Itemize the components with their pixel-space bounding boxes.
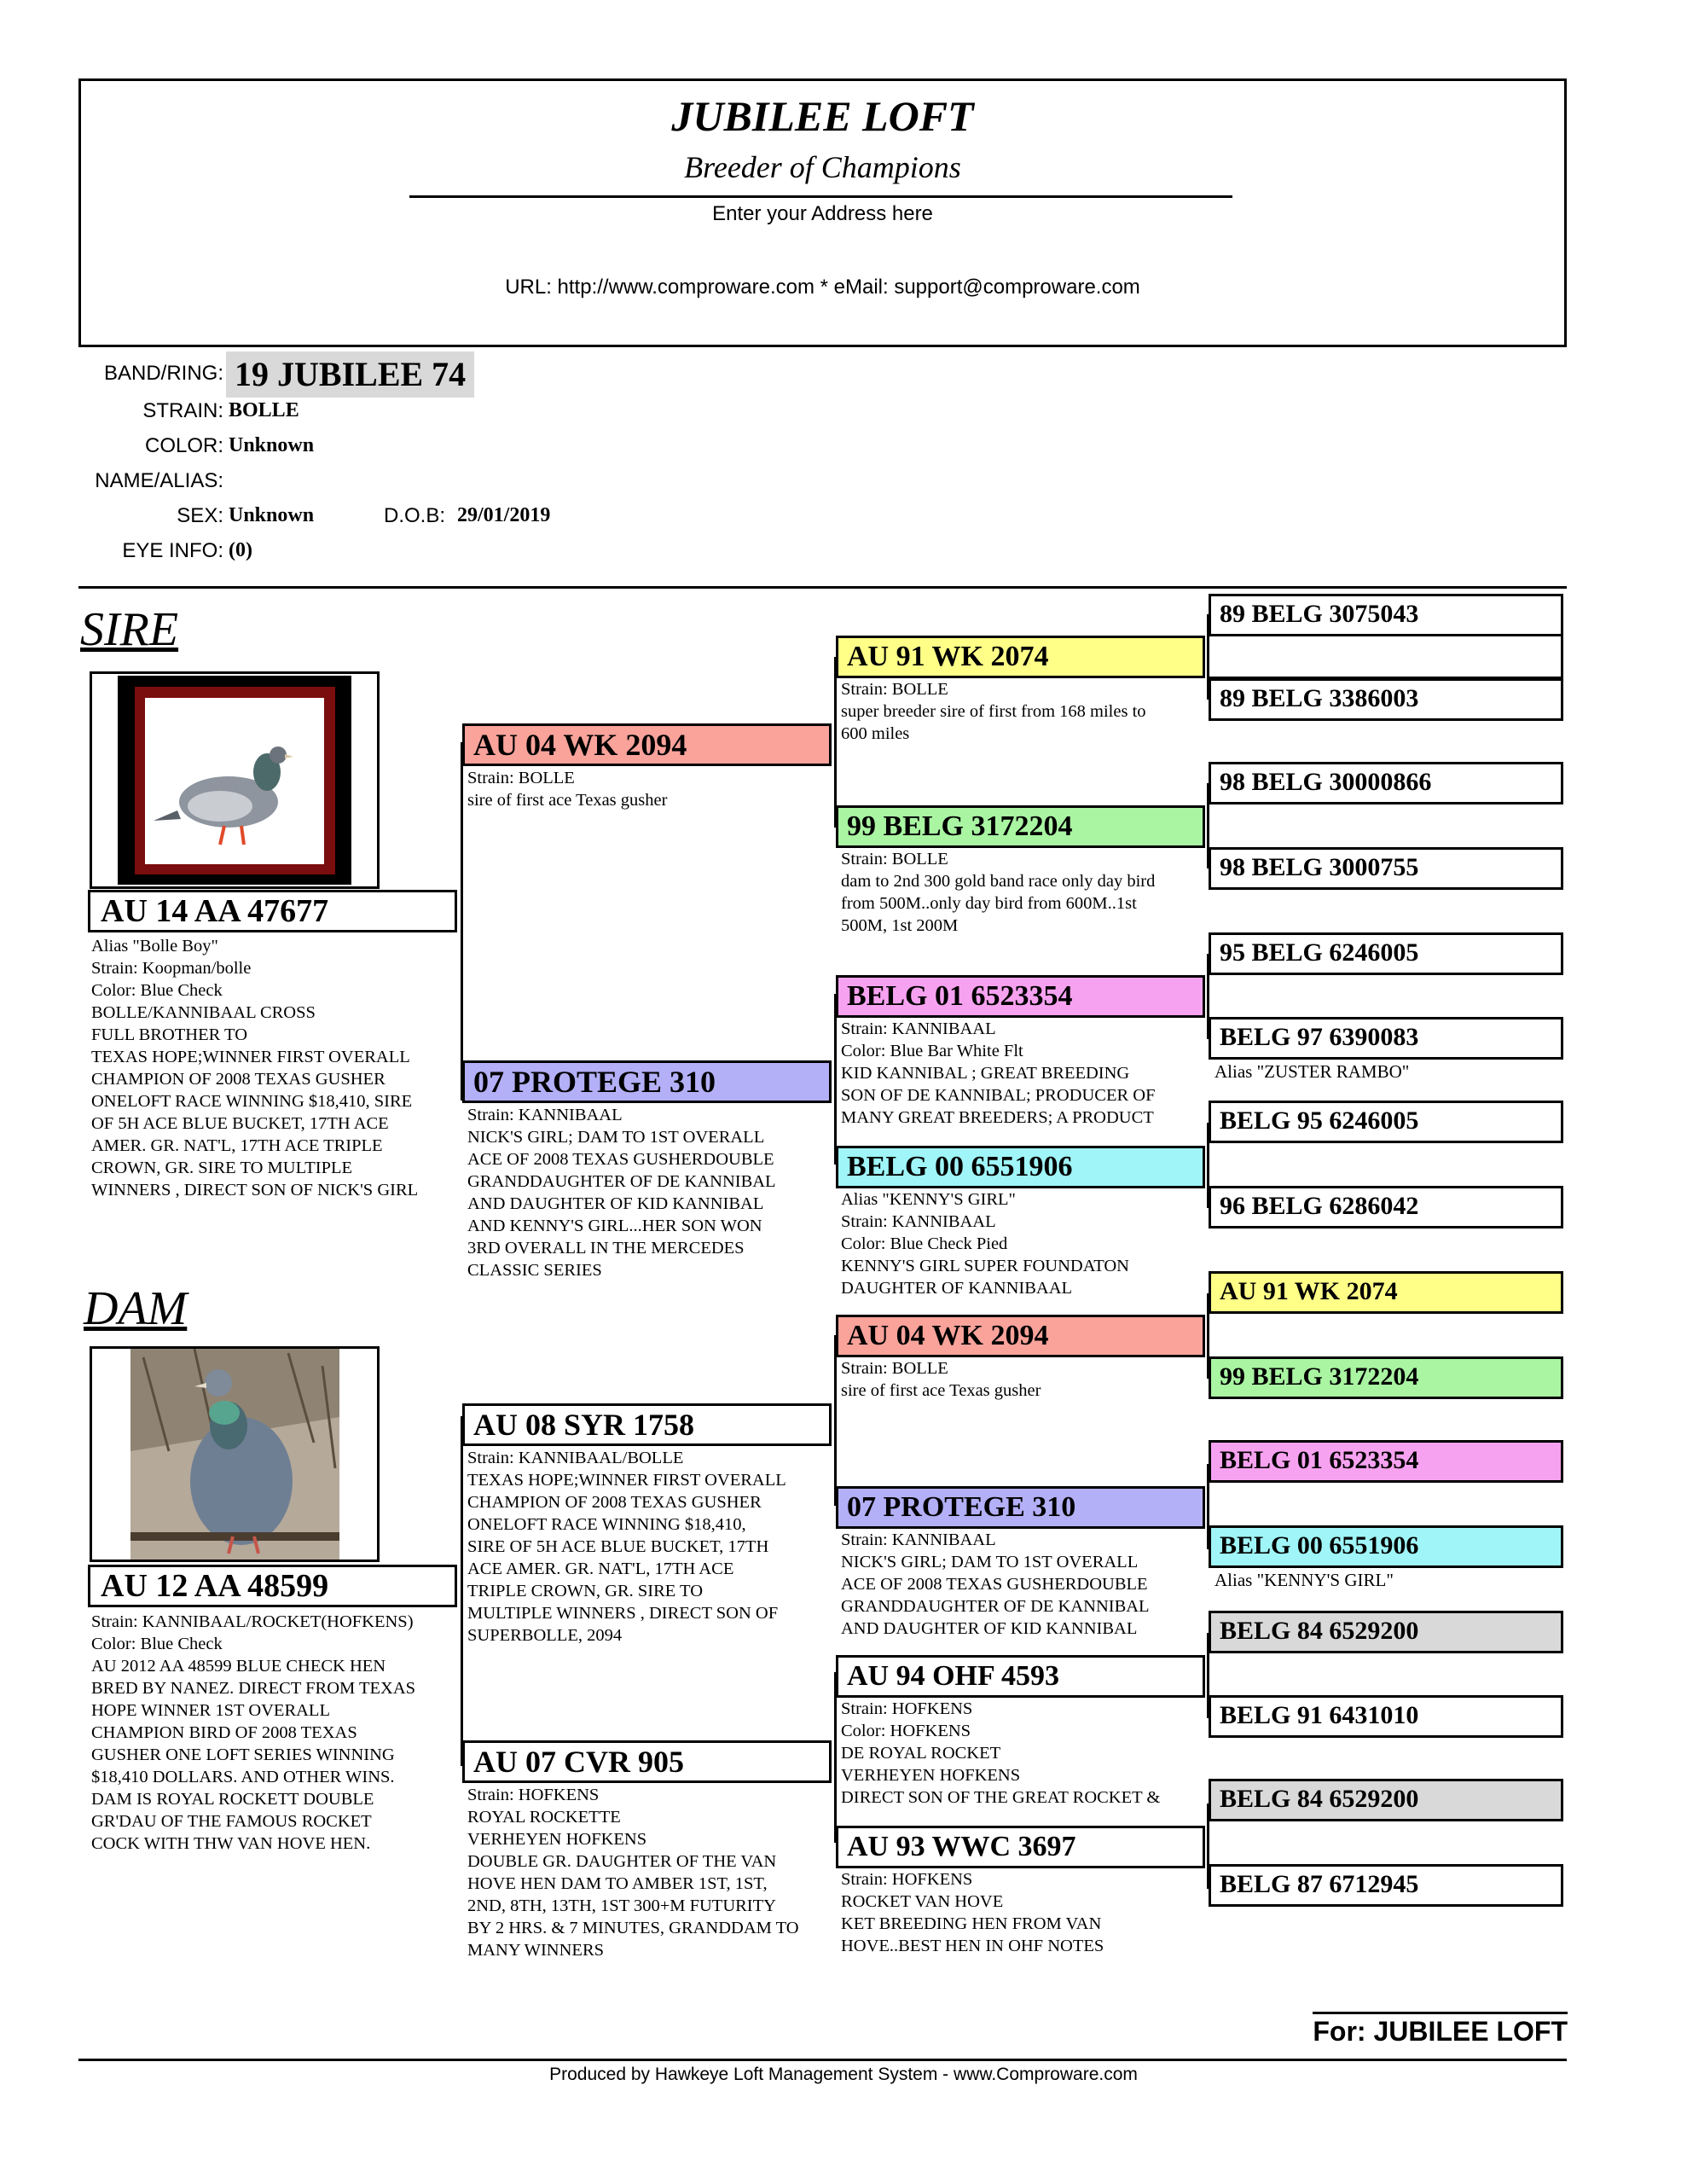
- gen4-8: AU 91 WK 2074: [1209, 1271, 1563, 1314]
- gen3-6-notes: [841, 1698, 1203, 1809]
- name-alias-label: NAME/ALIAS:: [95, 469, 223, 492]
- gen2-dam-dam: AU 07 CVR 905: [462, 1740, 832, 1783]
- note-line: SON OF DE KANNIBAL; PRODUCER OF: [841, 1086, 1156, 1105]
- gen3-6: AU 94 OHF 4593: [836, 1655, 1205, 1698]
- note-line: ACE OF 2008 TEXAS GUSHERDOUBLE: [841, 1575, 1148, 1594]
- dam-notes: [91, 1611, 458, 1855]
- gen2-sire-sire-notes: [467, 767, 834, 811]
- loft-tagline: Breeder of Champions: [684, 150, 961, 184]
- note-line: MANY GREAT BREEDERS; A PRODUCT: [841, 1108, 1154, 1127]
- note-line: ROYAL ROCKETTE: [467, 1808, 621, 1827]
- gen3-0-notes: [841, 678, 1203, 745]
- sire-connector: [461, 742, 463, 1101]
- note-line: DIRECT SON OF THE GREAT ROCKET &: [841, 1788, 1161, 1807]
- note-line: GRANDDAUGHTER OF DE KANNIBAL: [467, 1172, 776, 1191]
- dam-note-line: BRED BY NANEZ. DIRECT FROM TEXAS: [91, 1679, 416, 1698]
- note-line: SUPERBOLLE, 2094: [467, 1626, 623, 1645]
- note-line: BY 2 HRS. & 7 MINUTES, GRANDDAM TO: [467, 1919, 799, 1937]
- header-box: [78, 78, 1567, 347]
- note-line: TRIPLE CROWN, GR. SIRE TO: [467, 1582, 704, 1600]
- note-line: MULTIPLE WINNERS , DIRECT SON OF: [467, 1604, 779, 1623]
- note-line: Strain: KANNIBAAL: [841, 1531, 996, 1549]
- footer-produced-by: Produced by Hawkeye Loft Management System - www.Comproware.com: [549, 2065, 1138, 2084]
- sire-note-line: ONELOFT RACE WINNING $18,410, SIRE: [91, 1092, 413, 1111]
- gen3-3: BELG 00 6551906: [836, 1146, 1205, 1188]
- gen3-1-notes: [841, 848, 1203, 937]
- note-line: Strain: KANNIBAAL: [467, 1106, 623, 1124]
- gen4-2: 98 BELG 30000866: [1209, 762, 1563, 804]
- dam-band-box: AU 12 AA 48599: [88, 1565, 457, 1607]
- loft-name: JUBILEE LOFT: [671, 92, 974, 140]
- gen3-7: AU 93 WWC 3697: [836, 1826, 1205, 1868]
- sire-notes: [91, 935, 458, 1201]
- note-line: Strain: HOFKENS: [841, 1699, 973, 1718]
- note-line: DE ROYAL ROCKET: [841, 1744, 1001, 1763]
- note-line: CLASSIC SERIES: [467, 1261, 602, 1280]
- dam-connector: [461, 1416, 463, 1766]
- note-line: KET BREEDING HEN FROM VAN: [841, 1914, 1102, 1933]
- gen4-1: 89 BELG 3386003: [1209, 678, 1563, 721]
- note-line: DOUBLE GR. DAUGHTER OF THE VAN: [467, 1852, 777, 1871]
- gen4-11: BELG 00 6551906: [1209, 1525, 1563, 1568]
- sire-note-line: TEXAS HOPE;WINNER FIRST OVERALL: [91, 1048, 410, 1066]
- color-label: COLOR:: [144, 434, 223, 457]
- note-line: 3RD OVERALL IN THE MERCEDES: [467, 1239, 745, 1258]
- note-line: HOVE HEN DAM TO AMBER 1ST, 1ST,: [467, 1874, 768, 1893]
- gen4-5-alias: Alias "ZUSTER RAMBO": [1215, 1061, 1410, 1082]
- sire-note-line: FULL BROTHER TO: [91, 1025, 247, 1044]
- sire-photo-frame: [90, 671, 380, 889]
- footer-divider: [78, 2059, 1567, 2061]
- gen4-0: 89 BELG 3075043: [1209, 594, 1563, 636]
- note-line: NICK'S GIRL; DAM TO 1ST OVERALL: [841, 1553, 1139, 1571]
- gen2-dam-sire-notes: [467, 1447, 834, 1647]
- gen3-5-notes: [841, 1529, 1203, 1640]
- gen3-1: 99 BELG 3172204: [836, 805, 1205, 848]
- note-line: 600 miles: [841, 724, 910, 743]
- gen2-sire-sire: AU 04 WK 2094: [462, 723, 832, 766]
- dam-note-line: HOPE WINNER 1ST OVERALL: [91, 1701, 330, 1720]
- note-line: 2ND, 8TH, 13TH, 1ST 300+M FUTURITY: [467, 1896, 776, 1915]
- gen3-0: AU 91 WK 2074: [836, 636, 1205, 678]
- band-label: BAND/RING:: [103, 362, 223, 385]
- note-line: Color: HOFKENS: [841, 1722, 971, 1740]
- dam-note-line: DAM IS ROYAL ROCKETT DOUBLE: [91, 1790, 374, 1809]
- note-line: Color: Blue Bar White Flt: [841, 1042, 1023, 1060]
- note-line: ONELOFT RACE WINNING $18,410,: [467, 1515, 746, 1534]
- note-line: DAUGHTER OF KANNIBAAL: [841, 1279, 1073, 1298]
- sex-label: SEX:: [177, 504, 223, 527]
- gen4-6: BELG 95 6246005: [1209, 1101, 1563, 1143]
- dam-note-line: $18,410 DOLLARS. AND OTHER WINS.: [91, 1768, 395, 1786]
- loft-contact: URL: http://www.comproware.com * eMail: support@comproware.com: [505, 276, 1140, 299]
- gen4-13: BELG 91 6431010: [1209, 1695, 1563, 1738]
- gen4-11-alias: Alias "KENNY'S GIRL": [1215, 1570, 1394, 1590]
- gen2-sire-dam: 07 PROTEGE 310: [462, 1060, 832, 1103]
- gen4-5: BELG 97 6390083: [1209, 1017, 1563, 1060]
- note-line: HOVE..BEST HEN IN OHF NOTES: [841, 1937, 1104, 1955]
- dam-note-line: AU 2012 AA 48599 BLUE CHECK HEN: [91, 1657, 386, 1676]
- gen3-4: AU 04 WK 2094: [836, 1315, 1205, 1357]
- note-line: NICK'S GIRL; DAM TO 1ST OVERALL: [467, 1128, 765, 1147]
- color-value: Unknown: [229, 434, 315, 456]
- strain-value: BOLLE: [229, 399, 299, 421]
- sire-note-line: Alias "Bolle Boy": [91, 937, 218, 956]
- connector: [834, 657, 837, 828]
- gen4-9: 99 BELG 3172204: [1209, 1356, 1563, 1399]
- note-line: GRANDDAUGHTER OF DE KANNIBAL: [841, 1597, 1150, 1616]
- note-line: Strain: BOLLE: [841, 850, 948, 868]
- note-line: Strain: KANNIBAAL: [841, 1019, 996, 1038]
- gen3-2-notes: [841, 1018, 1203, 1129]
- gen4-0-cell: [1209, 636, 1563, 679]
- sire-note-line: BOLLE/KANNIBAAL CROSS: [91, 1003, 316, 1022]
- note-line: SIRE OF 5H ACE BLUE BUCKET, 17TH: [467, 1537, 769, 1556]
- dob-label: D.O.B:: [384, 504, 446, 527]
- dam-photo: [92, 1349, 377, 1560]
- gen4-10: BELG 01 6523354: [1209, 1440, 1563, 1483]
- main-divider: [78, 586, 1567, 589]
- dam-note-line: CHAMPION BIRD OF 2008 TEXAS: [91, 1723, 357, 1742]
- dam-note-line: GUSHER ONE LOFT SERIES WINNING: [91, 1745, 395, 1764]
- sire-note-line: CROWN, GR. SIRE TO MULTIPLE: [91, 1159, 353, 1177]
- eye-info-value: (0): [229, 539, 252, 561]
- sire-band-box: AU 14 AA 47677: [88, 890, 457, 932]
- note-line: KENNY'S GIRL SUPER FOUNDATON: [841, 1257, 1129, 1275]
- gen3-5: 07 PROTEGE 310: [836, 1486, 1205, 1529]
- note-line: ACE AMER. GR. NAT'L, 17TH ACE: [467, 1560, 734, 1578]
- note-line: AND DAUGHTER OF KID KANNIBAL: [841, 1619, 1138, 1638]
- note-line: VERHEYEN HOFKENS: [841, 1766, 1021, 1785]
- dam-note-line: Color: Blue Check: [91, 1635, 223, 1653]
- note-line: Alias "KENNY'S GIRL": [841, 1190, 1016, 1209]
- sire-note-line: Strain: Koopman/bolle: [91, 959, 252, 978]
- gen4-12: BELG 84 6529200: [1209, 1611, 1563, 1653]
- gen2-dam-dam-notes: [467, 1784, 834, 1961]
- gen3-7-notes: [841, 1868, 1203, 1957]
- connector: [834, 1335, 837, 1506]
- band-value: 19 JUBILEE 74: [226, 351, 474, 398]
- note-line: TEXAS HOPE;WINNER FIRST OVERALL: [467, 1471, 786, 1490]
- sire-note-line: OF 5H ACE BLUE BUCKET, 17TH ACE: [91, 1114, 389, 1133]
- sire-note-line: AMER. GR. NAT'L, 17TH ACE TRIPLE: [91, 1136, 383, 1155]
- note-line: MANY WINNERS: [467, 1941, 605, 1960]
- note-line: Strain: HOFKENS: [467, 1786, 600, 1804]
- loft-address: Enter your Address here: [712, 202, 933, 225]
- sire-note-line: WINNERS , DIRECT SON OF NICK'S GIRL: [91, 1181, 419, 1199]
- note-line: Strain: HOFKENS: [841, 1870, 973, 1889]
- note-line: Strain: BOLLE: [841, 1359, 948, 1378]
- gen4-14: BELG 84 6529200: [1209, 1779, 1563, 1821]
- note-line: sire of first ace Texas gusher: [467, 791, 668, 810]
- gen4-15: BELG 87 6712945: [1209, 1864, 1563, 1907]
- note-line: dam to 2nd 300 gold band race only day bird: [841, 872, 1156, 891]
- footer-for: For: JUBILEE LOFT: [1313, 2012, 1568, 2048]
- note-line: AND DAUGHTER OF KID KANNIBAL: [467, 1194, 764, 1213]
- sire-heading: SIRE: [80, 603, 179, 656]
- note-line: KID KANNIBAL ; GREAT BREEDING: [841, 1064, 1130, 1083]
- sire-note-line: Color: Blue Check: [91, 981, 223, 1000]
- gen4-4: 95 BELG 6246005: [1209, 932, 1563, 975]
- connector: [834, 994, 837, 1165]
- gen3-4-notes: [841, 1357, 1203, 1402]
- dam-note-line: GR'DAU OF THE FAMOUS ROCKET: [91, 1812, 372, 1831]
- header-divider: [409, 195, 1232, 198]
- dam-note-line: Strain: KANNIBAAL/ROCKET(HOFKENS): [91, 1612, 414, 1631]
- dam-photo-frame: [90, 1346, 380, 1562]
- note-line: AND KENNY'S GIRL...HER SON WON: [467, 1217, 762, 1235]
- note-line: 500M, 1st 200M: [841, 916, 959, 935]
- gen4-3: 98 BELG 3000755: [1209, 847, 1563, 890]
- gen3-3-notes: [841, 1188, 1203, 1299]
- sex-value: Unknown: [229, 504, 315, 526]
- gen4-7: 96 BELG 6286042: [1209, 1186, 1563, 1228]
- note-line: CHAMPION OF 2008 TEXAS GUSHER: [467, 1493, 762, 1512]
- connector: [834, 1672, 837, 1843]
- dam-note-line: COCK WITH THW VAN HOVE HEN.: [91, 1834, 371, 1853]
- sire-photo: [92, 674, 377, 886]
- note-line: Strain: BOLLE: [467, 769, 575, 787]
- gen2-sire-dam-notes: [467, 1104, 834, 1281]
- gen2-dam-sire: AU 08 SYR 1758: [462, 1403, 832, 1446]
- strain-label: STRAIN:: [142, 399, 223, 422]
- eye-info-label: EYE INFO:: [122, 539, 223, 562]
- gen3-2: BELG 01 6523354: [836, 975, 1205, 1018]
- sire-note-line: CHAMPION OF 2008 TEXAS GUSHER: [91, 1070, 386, 1089]
- note-line: ROCKET VAN HOVE: [841, 1892, 1004, 1911]
- note-line: sire of first ace Texas gusher: [841, 1381, 1041, 1400]
- dam-heading: DAM: [84, 1282, 188, 1335]
- note-line: super breeder sire of first from 168 miles to: [841, 702, 1146, 721]
- dob-value: 29/01/2019: [457, 504, 551, 526]
- note-line: VERHEYEN HOFKENS: [467, 1830, 647, 1849]
- note-line: from 500M..only day bird from 600M..1st: [841, 894, 1137, 913]
- note-line: Color: Blue Check Pied: [841, 1234, 1008, 1253]
- note-line: Strain: KANNIBAAL: [841, 1212, 996, 1231]
- note-line: Strain: KANNIBAAL/BOLLE: [467, 1449, 684, 1467]
- note-line: ACE OF 2008 TEXAS GUSHERDOUBLE: [467, 1150, 774, 1169]
- note-line: Strain: BOLLE: [841, 680, 948, 699]
